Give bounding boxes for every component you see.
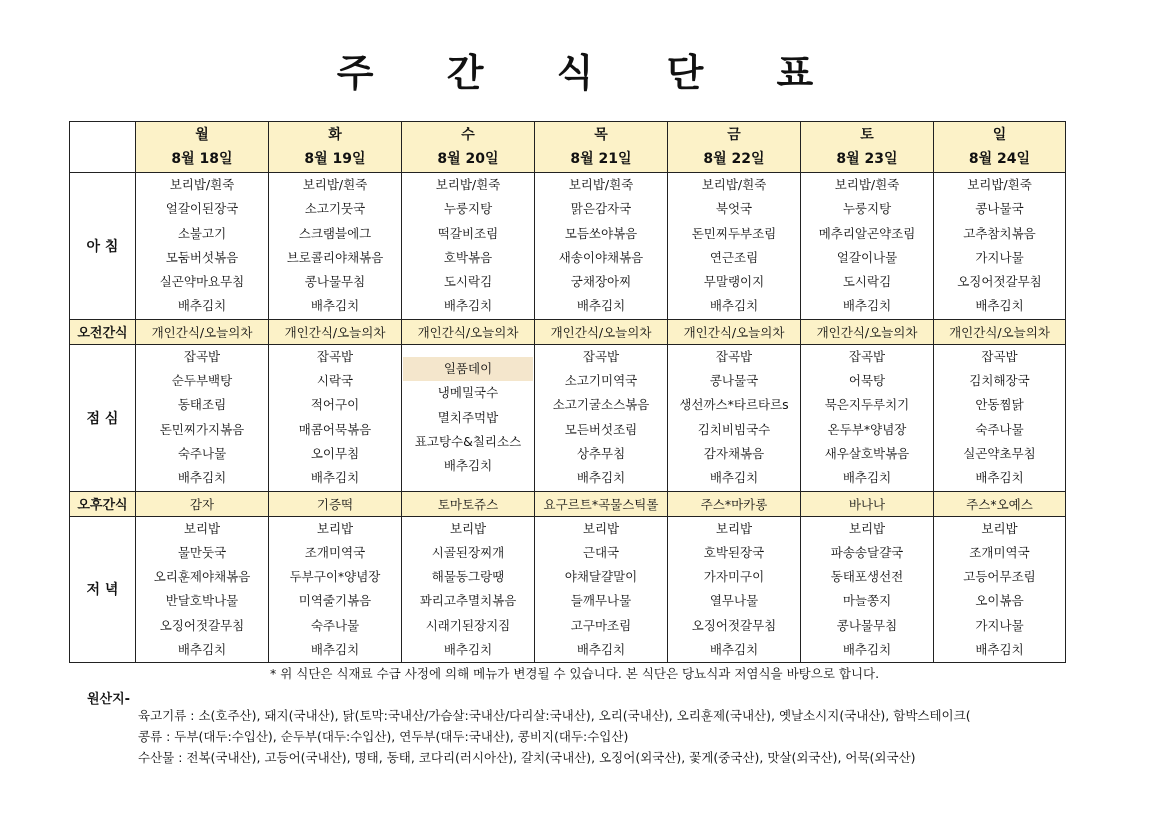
day-name: 금 [727, 127, 741, 143]
lunch-cell [136, 344, 269, 491]
pm-snack-cell: 요구르트*곡물스틱롤 [535, 491, 668, 516]
dinner-cell [269, 516, 402, 663]
weekly-menu-table [69, 121, 1066, 663]
menu-item: 배추김치 [443, 298, 493, 314]
menu-item: 배추김치 [310, 642, 360, 658]
menu-item: 브로콜리야채볶음 [286, 249, 384, 265]
menu-item: 소고기뭇국 [304, 201, 366, 217]
menu-item: 시래기된장지짐 [425, 617, 511, 633]
menu-item: 야채달걀말이 [564, 569, 638, 585]
origin-title: 원산지- [87, 692, 131, 707]
menu-item: 어묵탕 [848, 373, 886, 389]
menu-item: 배추김치 [310, 470, 360, 486]
pm-snack-cell: 바나나 [801, 491, 934, 516]
dinner-row [70, 516, 1066, 663]
origin-info [138, 705, 1148, 768]
menu-item: 보리밥 [715, 520, 753, 536]
menu-item: 궁채장아찌 [570, 274, 632, 290]
menu-item: 메추리알곤약조림 [818, 225, 916, 241]
breakfast-row [70, 173, 1066, 320]
menu-item: 배추김치 [576, 298, 626, 314]
header-corner [70, 122, 136, 173]
menu-item: 도시락김 [443, 274, 493, 290]
menu-item: 가지나물 [975, 617, 1024, 633]
am-snack-cell: 개인간식/오늘의차 [269, 319, 402, 344]
pm-snack-cell: 토마토쥬스 [402, 491, 535, 516]
menu-item: 배추김치 [709, 298, 759, 314]
menu-item: 멸치주먹밥 [437, 409, 499, 425]
menu-item: 가지나물 [975, 249, 1024, 265]
menu-item: 배추김치 [842, 298, 892, 314]
menu-item: 배추김치 [975, 470, 1024, 486]
menu-item: 해물동그랑땡 [431, 569, 505, 585]
menu-item: 물만둣국 [177, 544, 227, 560]
dinner-cell [801, 516, 934, 663]
menu-item: 보리밥 [848, 520, 886, 536]
menu-item: 새송이야채볶음 [558, 249, 644, 265]
menu-item: 조개미역국 [969, 544, 1030, 560]
lunch-row [70, 344, 1066, 491]
menu-item: 맑은감자국 [570, 201, 632, 217]
dinner-cell [402, 516, 535, 663]
dinner-cell [535, 516, 668, 663]
menu-item: 마늘쫑지 [842, 593, 892, 609]
origin-line-beans: 콩류 : 두부(대두:수입산), 순두부(대두:수입산), 연두부(대두:국내산), 콩비지(대두:수입산) [138, 729, 629, 744]
lunch-cell [668, 344, 801, 491]
menu-item: 새우살호박볶음 [824, 445, 910, 461]
menu-item: 보리밥/흰죽 [435, 177, 501, 192]
pm-snack-label: 오후간식 [70, 491, 136, 516]
menu-item: 실곤약초무침 [963, 445, 1036, 461]
header-day-wed [402, 122, 535, 173]
menu-item: 숙주나물 [975, 421, 1024, 437]
menu-item: 안동찜닭 [975, 397, 1024, 413]
day-name: 일 [992, 127, 1007, 143]
menu-item: 파송송달걀국 [830, 544, 904, 560]
menu-item: 보리밥 [316, 520, 354, 536]
menu-item: 숙주나물 [310, 617, 360, 633]
breakfast-cell [402, 173, 535, 320]
day-date: 8월 19일 [304, 151, 366, 167]
menu-item: 표고탕수&칠리소스 [414, 433, 522, 449]
menu-item: 도시락김 [842, 274, 892, 290]
menu-item: 모듬쏘야볶음 [564, 225, 638, 241]
menu-item: 보리밥/흰죽 [169, 177, 235, 192]
header-day-fri [668, 122, 801, 173]
day-name: 화 [328, 127, 342, 143]
day-date: 8월 21일 [570, 151, 632, 167]
menu-item: 콩나물무침 [836, 617, 898, 633]
menu-item: 소불고기 [177, 225, 227, 241]
menu-item: 적어구이 [310, 397, 360, 413]
day-name: 토 [860, 127, 874, 143]
origin-line-meat: 육고기류 : 소(호주산), 돼지(국내산), 닭(토막:국내산/가슴살:국내산/다리살:국내산), 오리(국내산), 오리훈제(국내산), 옛날소시지(국내산), 함박스테이크( [138, 708, 971, 723]
day-name: 수 [461, 127, 475, 143]
pm-snack-cell: 주스*마카롱 [668, 491, 801, 516]
menu-item: 배추김치 [310, 298, 360, 314]
dinner-cell [934, 516, 1066, 663]
menu-item: 무말랭이지 [703, 274, 765, 290]
menu-item: 잡곡밥 [582, 348, 620, 364]
pm-snack-cell: 기증떡 [269, 491, 402, 516]
menu-item: 보리밥 [582, 520, 620, 536]
breakfast-label: 아 침 [70, 173, 136, 320]
menu-item: 미역줄기볶음 [298, 593, 372, 609]
menu-item: 호박볶음 [443, 249, 493, 265]
menu-item: 소고기미역국 [564, 373, 638, 389]
header-day-mon [136, 122, 269, 173]
am-snack-cell: 개인간식/오늘의차 [535, 319, 668, 344]
lunch-label: 점 심 [70, 344, 136, 491]
menu-item: 돈민찌가지볶음 [159, 421, 245, 437]
menu-item: 누룽지탕 [842, 201, 892, 217]
origin-line-seafood: 수산물 : 전복(국내산), 고등어(국내산), 명태, 동태, 코다리(러시아산), 갈치(국내산), 오징어(외국산), 꽃게(중국산), 맛살(외국산), 어묵(외국산) [138, 750, 916, 765]
day-name: 월 [195, 127, 209, 143]
menu-item: 생선까스*타르타르s [679, 397, 789, 413]
breakfast-cell [269, 173, 402, 320]
menu-item: 잡곡밥 [316, 348, 354, 364]
dinner-cell [136, 516, 269, 663]
menu-item: 묵은지두루치기 [824, 397, 910, 413]
menu-item: 동태포생선전 [830, 569, 904, 585]
menu-item: 보리밥/흰죽 [834, 177, 900, 192]
menu-item: 스크램블에그 [298, 225, 372, 241]
menu-item: 김치해장국 [969, 373, 1030, 389]
lunch-cell [535, 344, 668, 491]
menu-item: 배추김치 [709, 642, 759, 658]
page-title: 주 간 식 단 표 [336, 51, 844, 95]
menu-item: 보리밥 [981, 520, 1018, 536]
menu-item: 오징어젓갈무침 [691, 617, 777, 633]
menu-item: 시락국 [316, 373, 354, 389]
menu-item: 오리훈제야채볶음 [153, 569, 251, 585]
breakfast-cell [934, 173, 1066, 320]
menu-item: 반달호박나물 [165, 593, 239, 609]
menu-item: 배추김치 [975, 298, 1024, 314]
menu-item: 배추김치 [443, 642, 493, 658]
lunch-cell-wednesday [402, 344, 535, 491]
am-snack-row [70, 319, 1066, 344]
menu-item: 배추김치 [177, 642, 227, 658]
menu-item: 동태조림 [177, 397, 227, 413]
menu-item: 보리밥/흰죽 [967, 177, 1032, 192]
pm-snack-row [70, 491, 1066, 516]
menu-item: 배추김치 [177, 298, 227, 314]
pm-snack-cell: 감자 [136, 491, 269, 516]
am-snack-cell: 개인간식/오늘의차 [668, 319, 801, 344]
menu-item: 김치비빔국수 [697, 421, 771, 437]
menu-item: 배추김치 [177, 470, 227, 486]
menu-item: 오이무침 [310, 445, 360, 461]
menu-item: 열무나물 [709, 593, 759, 609]
lunch-cell [934, 344, 1066, 491]
lunch-cell [801, 344, 934, 491]
menu-item: 시골된장찌개 [431, 544, 505, 560]
am-snack-label: 오전간식 [70, 319, 136, 344]
menu-item: 매콤어묵볶음 [298, 421, 372, 437]
menu-item: 상추무침 [576, 445, 626, 461]
menu-item: 잡곡밥 [981, 348, 1018, 364]
menu-item: 배추김치 [709, 470, 759, 486]
menu-change-note: * 위 식단은 식재료 수급 사정에 의해 메뉴가 변경될 수 있습니다. 본 식단은 당뇨식과 저염식을 바탕으로 합니다. [270, 666, 880, 681]
menu-item: 잡곡밥 [848, 348, 886, 364]
breakfast-cell [535, 173, 668, 320]
menu-item: 배추김치 [576, 470, 626, 486]
menu-item: 콩나물국 [709, 373, 759, 389]
header-day-sun [934, 122, 1066, 173]
menu-item: 감자채볶음 [703, 445, 765, 461]
menu-item: 모둠버섯볶음 [165, 249, 239, 265]
header-day-tue [269, 122, 402, 173]
menu-item: 배추김치 [975, 642, 1024, 658]
menu-item: 들깨무나물 [570, 593, 632, 609]
menu-item: 보리밥 [449, 520, 487, 536]
menu-item: 가자미구이 [703, 569, 765, 585]
menu-item: 배추김치 [842, 642, 892, 658]
menu-item: 연근조림 [709, 249, 759, 265]
am-snack-cell: 개인간식/오늘의차 [934, 319, 1066, 344]
menu-item: 호박된장국 [703, 544, 765, 560]
menu-item: 배추김치 [443, 458, 493, 474]
menu-item: 보리밥 [183, 520, 221, 536]
day-date: 8월 24일 [968, 151, 1031, 167]
special-day-badge: 일품데이 [403, 357, 533, 381]
breakfast-cell [801, 173, 934, 320]
menu-item: 꽈리고추멸치볶음 [419, 593, 517, 609]
menu-item: 순두부백탕 [171, 373, 233, 389]
am-snack-cell: 개인간식/오늘의차 [402, 319, 535, 344]
header-row [70, 122, 1066, 173]
menu-item: 잡곡밥 [715, 348, 753, 364]
menu-item: 오징어젓갈무침 [957, 274, 1042, 290]
menu-item: 모든버섯조림 [564, 421, 638, 437]
menu-item: 얼갈이나물 [836, 249, 898, 265]
menu-item: 고구마조림 [570, 617, 632, 633]
dinner-label: 저 녁 [70, 516, 136, 663]
breakfast-cell [136, 173, 269, 320]
menu-item: 오이볶음 [975, 593, 1024, 609]
am-snack-cell: 개인간식/오늘의차 [136, 319, 269, 344]
menu-item: 콩나물국 [975, 201, 1024, 217]
header-day-thu [535, 122, 668, 173]
day-date: 8월 22일 [703, 151, 765, 167]
menu-item: 보리밥/흰죽 [568, 177, 634, 192]
menu-item: 배추김치 [842, 470, 892, 486]
day-date: 8월 20일 [437, 151, 499, 167]
menu-item: 고등어무조림 [963, 569, 1036, 585]
menu-item: 누룽지탕 [443, 201, 493, 217]
menu-item: 소고기굴소스볶음 [552, 397, 650, 413]
menu-item: 두부구이*양념장 [289, 569, 381, 585]
menu-item: 근대국 [582, 544, 620, 560]
menu-item: 배추김치 [576, 642, 626, 658]
menu-item: 보리밥/흰죽 [302, 177, 368, 192]
day-date: 8월 18일 [171, 151, 233, 167]
breakfast-cell [668, 173, 801, 320]
lunch-cell [269, 344, 402, 491]
menu-item: 돈민찌두부조림 [691, 225, 777, 241]
menu-item: 냉메밀국수 [437, 385, 499, 401]
menu-item: 조개미역국 [304, 544, 366, 560]
day-name: 목 [594, 127, 608, 143]
menu-item: 북엇국 [715, 201, 753, 217]
menu-item: 얼갈이된장국 [165, 201, 239, 217]
header-day-sat [801, 122, 934, 173]
menu-item: 잡곡밥 [183, 348, 221, 364]
am-snack-cell: 개인간식/오늘의차 [801, 319, 934, 344]
menu-item: 오징어젓갈무침 [159, 617, 245, 633]
menu-item: 온두부*양념장 [827, 421, 907, 437]
day-date: 8월 23일 [836, 151, 898, 167]
menu-item: 콩나물무침 [304, 274, 366, 290]
menu-item: 숙주나물 [177, 445, 227, 461]
pm-snack-cell: 주스*오예스 [934, 491, 1066, 516]
menu-item: 고추참치볶음 [963, 225, 1036, 241]
menu-item: 실곤약마요무침 [159, 274, 245, 290]
menu-item: 떡갈비조림 [437, 225, 499, 241]
menu-item: 보리밥/흰죽 [701, 177, 767, 192]
dinner-cell [668, 516, 801, 663]
